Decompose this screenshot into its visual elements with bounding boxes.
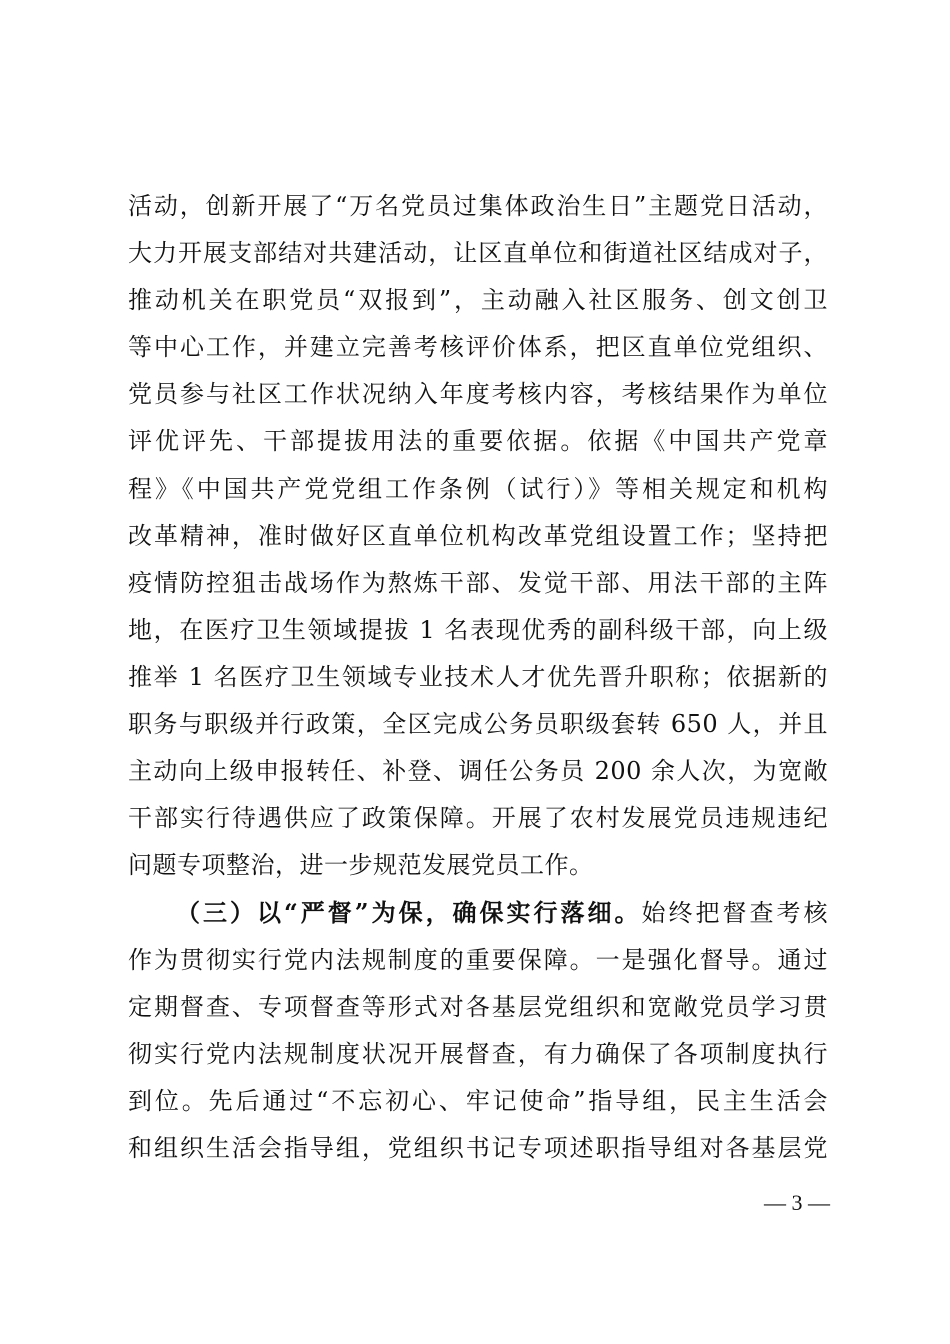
- section-first-line: [128, 889, 828, 936]
- section-text: 始终把督查考核: [641, 899, 829, 928]
- text-line: 和组织生活会指导组，党组织书记专项述职指导组对各基层党: [128, 1133, 828, 1162]
- body-text: [128, 183, 828, 1172]
- text-line: 推动机关在职党员“双报到”，主动融入社区服务、创文创卫: [128, 286, 828, 315]
- text-line: 地，在医疗卫生领域提拔 1 名表现优秀的副科级干部，向上级: [128, 615, 828, 644]
- text-line: 程》《中国共产党党组工作条例（试行）》等相关规定和机构: [128, 474, 828, 503]
- text-line: 等中心工作，并建立完善考核评价体系，把区直单位党组织、: [128, 333, 828, 362]
- text-line: 推举 1 名医疗卫生领域专业技术人才优先晋升职称；依据新的: [128, 662, 828, 691]
- section-heading: （三）以“严督”为保，确保实行落细。: [176, 898, 642, 928]
- text-line: 改革精神，准时做好区直单位机构改革党组设置工作；坚持把: [128, 521, 828, 550]
- text-line: 定期督查、专项督查等形式对各基层党组织和宽敞党员学习贯: [128, 992, 828, 1021]
- text-line: 彻实行党内法规制度状况开展督查，有力确保了各项制度执行: [128, 1039, 828, 1068]
- text-line: 疫情防控狙击战场作为熬炼干部、发觉干部、用法干部的主阵: [128, 568, 828, 597]
- text-line: 党员参与社区工作状况纳入年度考核内容，考核结果作为单位: [128, 380, 828, 409]
- text-line: 干部实行待遇供应了政策保障。开展了农村发展党员违规违纪: [128, 804, 828, 833]
- text-line: 问题专项整治，进一步规范发展党员工作。: [128, 851, 594, 880]
- text-line: 主动向上级申报转任、补登、调任公务员 200 余人次，为宽敞: [128, 757, 828, 786]
- text-line: 评优评先、干部提拔用法的重要依据。依据《中国共产党章: [128, 427, 828, 456]
- text-line: 到位。先后通过“不忘初心、牢记使命”指导组，民主生活会: [128, 1086, 828, 1115]
- text-line: 活动，创新开展了“万名党员过集体政治生日”主题党日活动，: [128, 192, 828, 220]
- text-line: 职务与职级并行政策，全区完成公务员职级套转 650 人，并且: [128, 710, 828, 739]
- text-line: 作为贯彻实行党内法规制度的重要保障。一是强化督导。通过: [128, 945, 828, 974]
- page-number: — 3 —: [764, 1190, 830, 1215]
- text-line: 大力开展支部结对共建活动，让区直单位和街道社区结成对子，: [128, 239, 828, 268]
